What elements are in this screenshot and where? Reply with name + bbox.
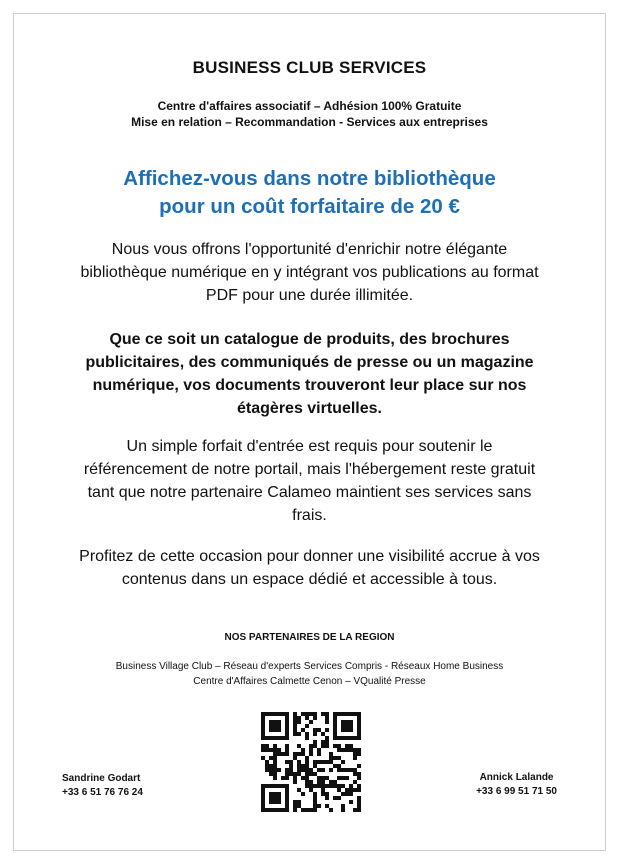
partners-list [14, 659, 605, 689]
contact-left-phone: +33 6 51 76 76 24 [62, 787, 143, 798]
headline [14, 165, 605, 221]
headline-line-2: pour un coût forfaitaire de 20 € [159, 195, 460, 218]
paragraph-documents: Que ce soit un catalogue de produits, des brochures publicitaires, des communiqués de presse ou un magazine numérique, vos documents trouveront leur place sur nos étagères virtuelles. [85, 331, 534, 417]
subtitle [14, 98, 605, 130]
subtitle-line-1: Centre d'affaires associatif – Adhésion 100% Gratuite [157, 99, 462, 113]
headline-line-1: Affichez-vous dans notre bibliothèque [123, 167, 496, 190]
page-title: BUSINESS CLUB SERVICES [192, 58, 427, 77]
paragraph-pricing: Un simple forfait d'entrée est requis pour soutenir le référencement de notre portail, mais l'hébergement reste gratuit tant que notre partenaire Calameo maintient ses services sans frais. [83, 438, 536, 524]
partners-line-1: Business Village Club – Réseau d'experts Services Compris - Réseaux Home Business [115, 661, 504, 672]
contact-left [62, 772, 143, 800]
contact-right-phone: +33 6 99 51 71 50 [476, 786, 557, 797]
paragraph-offer: Nous vous offrons l'opportunité d'enrichir notre élégante bibliothèque numérique en y intégrant vos publications au format PDF pour une durée illimitée. [80, 241, 539, 304]
partners-line-2: Centre d'Affaires Calmette Cenon – VQualité Presse [193, 676, 426, 687]
contact-left-name: Sandrine Godart [62, 773, 141, 784]
partners-title: NOS PARTENAIRES DE LA REGION [224, 632, 395, 643]
contact-right [476, 771, 557, 799]
subtitle-line-2: Mise en relation – Recommandation - Services aux entreprises [131, 115, 488, 129]
flyer-page [13, 13, 606, 851]
qr-code-icon[interactable] [261, 712, 361, 812]
paragraph-visibility: Profitez de cette occasion pour donner une visibilité accrue à vos contenus dans un espace dédié et accessible à tous. [79, 548, 540, 588]
contact-right-name: Annick Lalande [479, 772, 554, 783]
